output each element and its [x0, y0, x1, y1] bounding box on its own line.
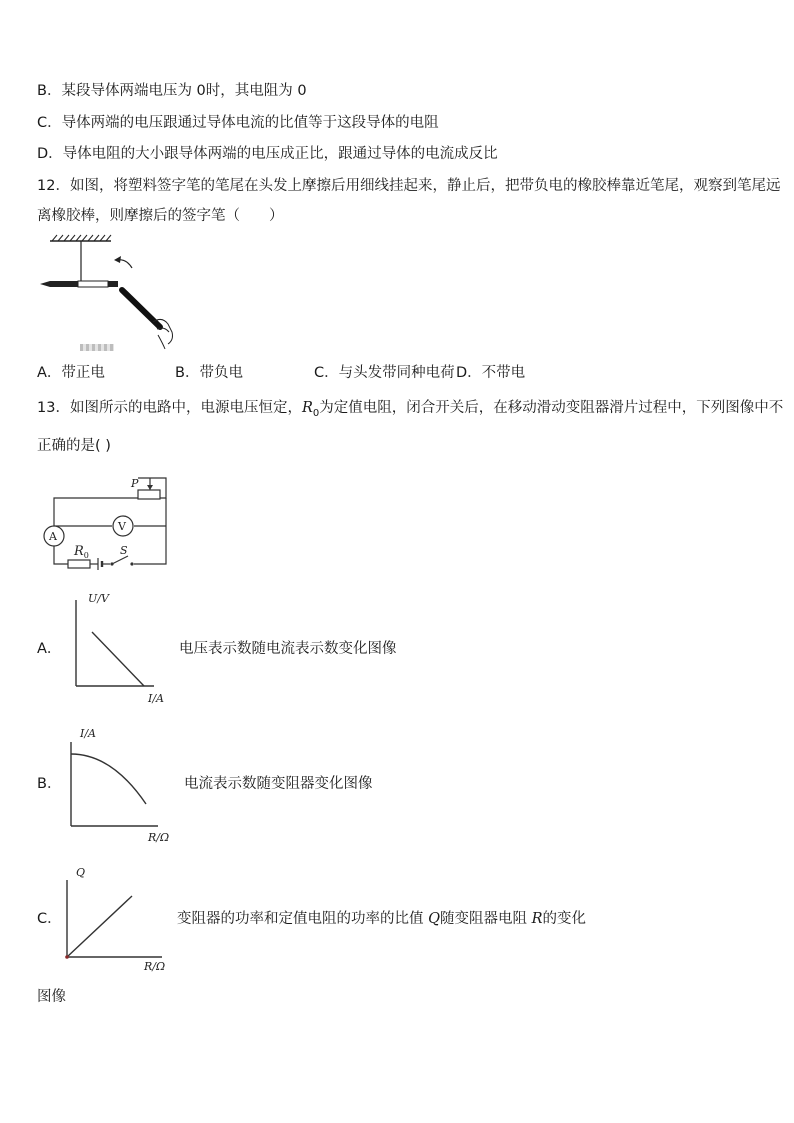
q13-option-b-graph — [62, 722, 182, 847]
option-c-desc-r: R — [531, 911, 543, 927]
q13-option-b-desc: 电流表示数随变阻器变化图像 — [184, 776, 373, 792]
option-c-ylabel: Q — [76, 866, 86, 879]
q13-option-c-graph — [58, 862, 178, 977]
q13-option-c-desc — [177, 909, 586, 929]
ammeter-label: A — [49, 530, 57, 543]
q12-option-d: D．不带电 — [456, 365, 526, 381]
option-c-desc-pre: 变阻器的功率和定值电阻的功率的比值 — [177, 911, 429, 927]
resistor-label: $R_0$ — [74, 544, 89, 560]
q13-option-a-desc: 电压表示数随电流表示数变化图像 — [179, 641, 397, 657]
q13-option-a-letter: A． — [37, 641, 62, 657]
q13-option-c-desc-wrap: 图像 — [37, 989, 66, 1005]
q11-option-b: B．某段导体两端电压为 0时，其电阻为 0 — [37, 83, 307, 99]
option-a-ylabel: U/V — [88, 592, 109, 605]
q12-option-c: C．与头发带同种电荷 — [314, 365, 455, 381]
q12-option-a: A．带正电 — [37, 365, 105, 381]
switch-label: S — [120, 544, 128, 557]
q13-stem-pre: 13．如图所示的电路中，电源电压恒定， — [37, 400, 302, 416]
option-c-desc-q: Q — [428, 911, 440, 927]
option-c-desc-post: 的变化 — [542, 911, 587, 927]
r0-subscript: 0 — [312, 407, 320, 419]
q12-stem-line2: 离橡胶棒，则摩擦后的签字笔（ ） — [37, 208, 284, 224]
q12-option-b: B．带负电 — [175, 365, 243, 381]
q13-circuit-diagram — [38, 470, 178, 580]
option-b-ylabel: I/A — [80, 727, 96, 740]
option-c-xlabel: R/Ω — [144, 960, 166, 973]
q11-option-c: C．导体两端的电压跟通过导体电流的比值等于这段导体的电阻 — [37, 115, 439, 131]
q13-stem-line1 — [37, 398, 783, 424]
q12-stem-line1: 12．如图，将塑料签字笔的笔尾在头发上摩擦后用细线挂起来，静止后，把带负电的橡胶棒靠近笔尾，观察到笔尾远 — [37, 178, 781, 194]
blurred-watermark — [80, 344, 114, 351]
option-b-xlabel: R/Ω — [148, 831, 170, 844]
q13-option-a-graph — [66, 590, 176, 708]
q11-option-d: D．导体电阻的大小跟导体两端的电压成正比，跟通过导体的电流成反比 — [37, 146, 498, 162]
r0-symbol: R — [301, 400, 313, 416]
q13-stem-post: 为定值电阻，闭合开关后，在移动滑动变阻器滑片过程中，下列图像中不 — [319, 400, 784, 416]
slider-label: P — [131, 477, 139, 490]
q13-stem-line2: 正确的是( ) — [37, 438, 111, 454]
option-a-xlabel: I/A — [148, 692, 164, 705]
q13-option-c-letter: C． — [37, 911, 62, 927]
q12-pen-figure — [36, 232, 186, 352]
option-c-desc-mid: 随变阻器电阻 — [440, 911, 532, 927]
q13-option-b-letter: B． — [37, 776, 62, 792]
voltmeter-label: V — [118, 520, 126, 533]
